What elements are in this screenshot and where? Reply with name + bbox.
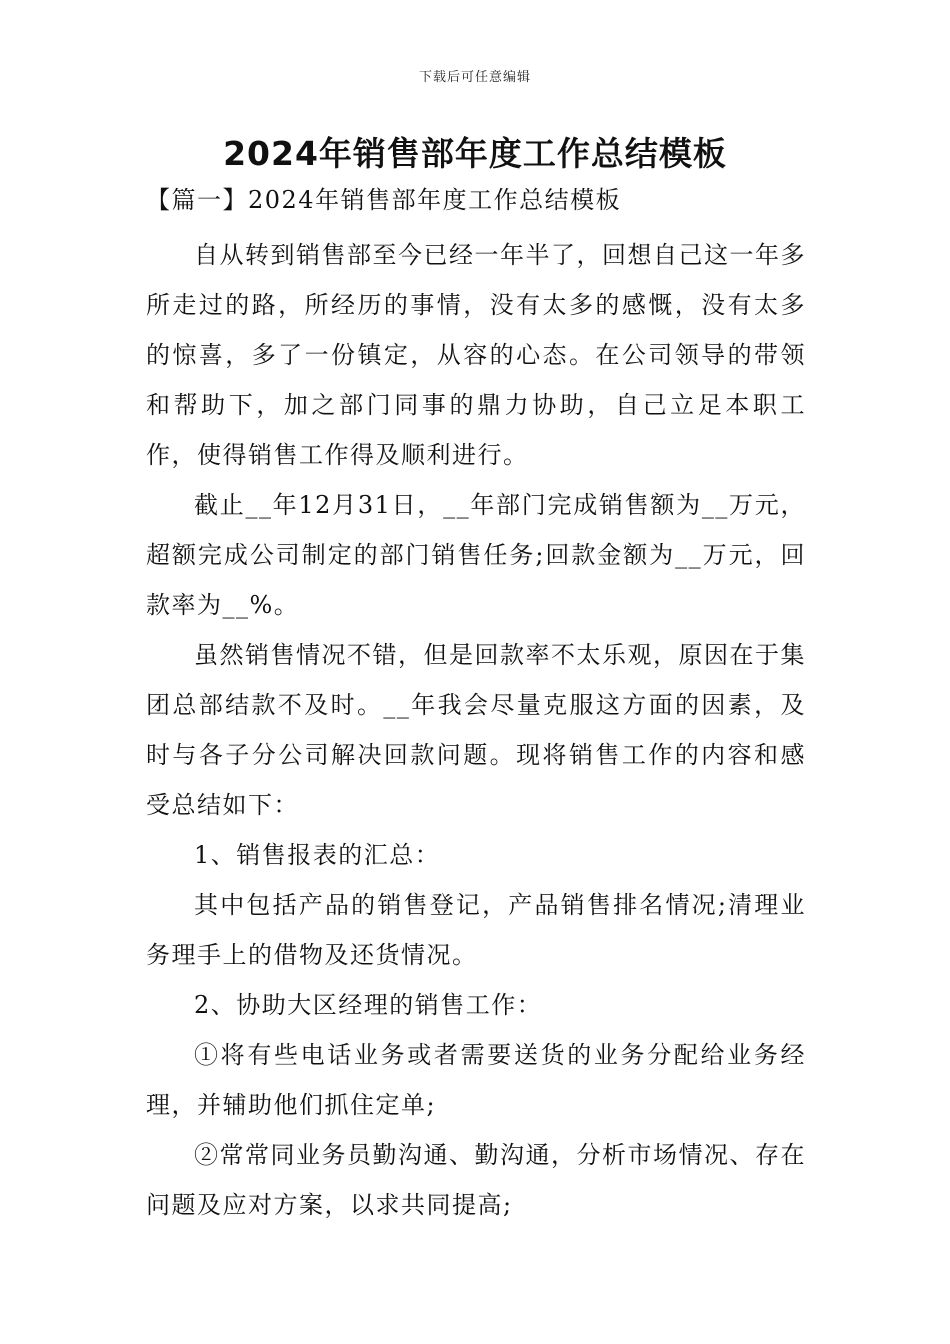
document-title: 2024年销售部年度工作总结模板: [223, 134, 727, 173]
paragraph-sales-report: 其中包括产品的销售登记，产品销售排名情况;清理业务理手上的借物及还货情况。: [146, 891, 806, 969]
section-heading: 【篇一】2024年销售部年度工作总结模板: [146, 186, 622, 214]
item-heading-assist-manager: 2、协助大区经理的销售工作：: [194, 991, 543, 1019]
list-item-1: ①将有些电话业务或者需要送货的业务分配给业务经理，并辅助他们抓住定单;: [146, 1041, 806, 1119]
paragraph-intro: 自从转到销售部至今已经一年半了，回想自己这一年多所走过的路，所经历的事情，没有太多的感慨，没有太多的惊喜，多了一份镇定，从容的心态。在公司领导的带领和帮助下，加之部门同事的鼎力协助，自己立足本职工作，使得销售工作得及顺利进行。: [146, 241, 806, 469]
paragraph-collection-issue: 虽然销售情况不错，但是回款率不太乐观，原因在于集团总部结款不及时。__年我会尽量克服这方面的因素，及时与各子分公司解决回款问题。现将销售工作的内容和感受总结如下：: [146, 641, 806, 819]
header-note: 下载后可任意编辑: [418, 70, 531, 85]
item-heading-sales-report: 1、销售报表的汇总：: [194, 841, 441, 869]
paragraph-sales-figures: 截止__年12月31日，__年部门完成销售额为__万元，超额完成公司制定的部门销售任务;回款金额为__万元，回款率为__%。: [146, 491, 806, 619]
document-body: [146, 180, 806, 1230]
list-item-2: ②常常同业务员勤沟通、勤沟通，分析市场情况、存在问题及应对方案，以求共同提高;: [146, 1141, 806, 1219]
